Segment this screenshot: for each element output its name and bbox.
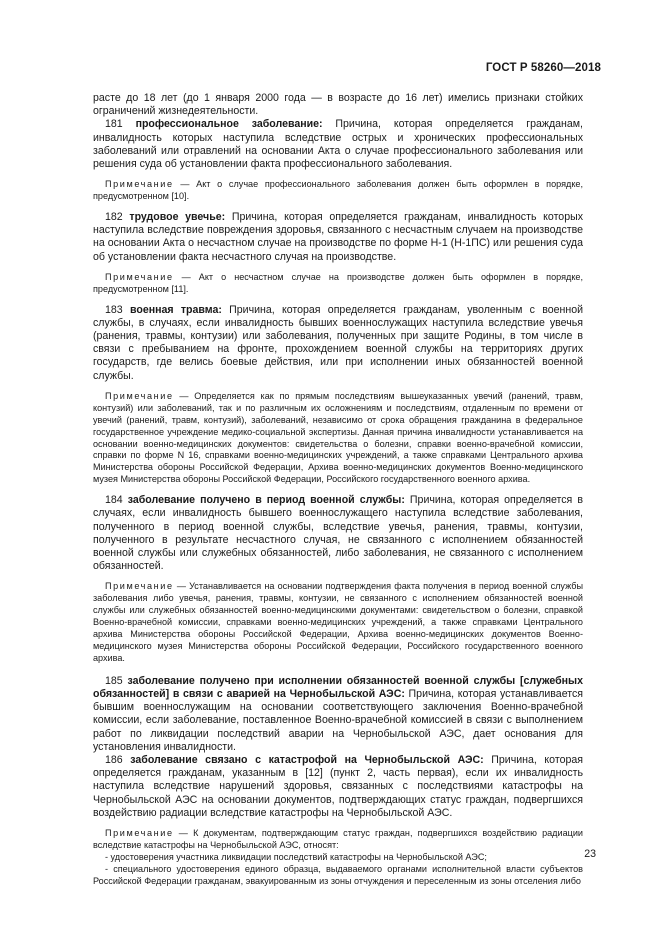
term-definition: Причина, которая устанавливается бывшим военнослужащим на основании соответствующего заключения Военно-врачебной комиссии, если заболевание, поставленное Военно-врачебной комиссией в связи с выполнением работ по ликвидации последствий аварии на Чернобыльской АЭС, дает основания для установления инвалидности. xyxy=(93,687,583,753)
note-text: — Акт о несчастном случае на производстве должен быть оформлен в порядке, предусмотренном [11]. xyxy=(93,271,583,294)
term-item-186 xyxy=(93,754,583,820)
term-definition: Причина, которая определяется гражданам, инвалидность которых наступила вследствие острых и хронических профессиональных заболеваний или отравлений на основании Акта о случае профессионального заболевания или решения суда об установлении факта профессионального заболевания. xyxy=(93,118,584,171)
note-label: Примечание xyxy=(105,581,174,592)
term-number: 185 xyxy=(105,674,123,687)
term-number: 184 xyxy=(105,494,123,507)
term-definition: Причина, которая определяется гражданам, уволенным с военной службы, в случаях, если инвалидность бывших военнослужащих наступила вследствие увечья (ранения, травмы, контузии) или заболевания, полученных при защите Родины, в том числе в связи с пребыванием на фронте, прохождением военной службы на территориях других государств, где велись боевые действия, или при исполнении иных обязанностей военной службы. xyxy=(93,303,584,382)
note-text: — Устанавливается на основании подтверждения факта получения в период военной службы заболевания либо увечья, ранения, травмы, контузии, не связанного с исполнением обязанностей военной службы или служебных обязанностей военно-медицинскими документами: свидетельством о болезни, справкой Военно-врачебной комиссии, справками военно-медицинских учреждений, а также справками Центрального архива Министерства обороны Российской Федерации, Архива военно-медицинских документов Военно-медицинского музея Министерства обороны Российской Федерации, Российского государственного военного архива. xyxy=(93,581,583,663)
document-body xyxy=(93,92,583,887)
term-number: 182 xyxy=(105,211,123,224)
term-number: 183 xyxy=(105,303,123,316)
term-item-181 xyxy=(93,118,583,171)
term-title: заболевание связано с катастрофой на Чернобыльской АЭС: xyxy=(130,753,484,766)
note-label: Примечание xyxy=(105,390,174,401)
term-definition: Причина, которая определяется в случаях, если инвалидность бывшего военнослужащего наступила вследствие заболевания, полученного в период военной службы, вследствие увечья, ранения, травмы, контузии, полученного в результате несчастного случая, не связанного с исполнением обязанностей военной службы или служебных обязанностей, либо заболевания, не связанного с исполнением обязанностей. xyxy=(93,494,583,573)
note-184 xyxy=(93,581,583,664)
note-183 xyxy=(93,391,583,486)
note-label: Примечание xyxy=(105,271,174,282)
document-code-header: ГОСТ Р 58260—2018 xyxy=(485,62,601,74)
note-181 xyxy=(93,179,583,203)
term-item-185 xyxy=(93,675,583,754)
term-item-183 xyxy=(93,304,583,383)
term-item-182 xyxy=(93,211,583,264)
term-number: 186 xyxy=(105,753,123,766)
note-text: — Определяется как по прямым последствиям вышеуказанных увечий (ранений, травм, контузий) или заболеваний, так и по различным их осложнениям и последствиям, отдаленным по времени от увечий (ранений, травм, контузий), заболеваний, независимо от срока обращения гражданина в федеральное государственное учреждение медико-социальной экспертизы. Данная причина инвалидности устанавливается на основании военно-медицинских документов: свидетельства о болезни, справки военно-врачебной комиссии, справки по форме N 16, справками военно-медицинских учреждений, а также справками Центрального архива Министерства обороны Российской Федерации, Архива военно-медицинских документов Военно-медицинского музея Министерства обороны Российской Федерации, Российского государственного военного архива. xyxy=(93,390,583,485)
term-title: трудовое увечье: xyxy=(129,211,226,224)
note-text: — Акт о случае профессионального заболевания должен быть оформлен в порядке, предусмотренном [10]. xyxy=(93,179,583,202)
term-item-184 xyxy=(93,494,583,573)
note-182 xyxy=(93,272,583,296)
note-list-item: - удостоверения участника ликвидации последствий катастрофы на Чернобыльской АЭС; xyxy=(105,851,487,862)
term-number: 181 xyxy=(105,118,123,131)
note-label: Примечание xyxy=(105,179,174,190)
term-title: военная травма: xyxy=(129,303,222,316)
term-title: профессиональное заболевание: xyxy=(135,118,323,131)
paragraph-continuation: расте до 18 лет (до 1 января 2000 года — в возрасте до 16 лет) имелись признаки стойких ограничений жизнедеятельности. xyxy=(93,92,583,118)
note-186 xyxy=(93,828,583,852)
term-definition: Причина, которая определяется гражданам, указанным в [12] (пункт 2, часть первая), если их инвалидность наступила вследствие нарушений здоровья, связанных с последствиями катастрофы на Чернобыльской АЭС на основании документов, подтверждающих статус граждан, подвергшихся воздействию радиации вследствие катастрофы на Чернобыльской АЭС. xyxy=(93,753,583,819)
note-label: Примечание xyxy=(105,827,174,838)
note-text: — К документам, подтверждающим статус граждан, подвергшихся воздействию радиации вследствие катастрофы на Чернобыльской АЭС, относят: xyxy=(93,827,583,850)
note-list-item: - специального удостоверения единого образца, выдаваемого органами исполнительной власти субъектов Российской Федерации гражданам, эвакуированным из зоны отчуждения и переселенным из зоны отселения либо xyxy=(93,863,583,886)
term-definition: Причина, которая определяется гражданам, инвалидность которых наступила вследствие повреждения здоровья, связанного с несчастным случаем на производстве на основании Акта о несчастном случае на производстве по форме Н-1 (Н-1ПС) или решения суда об установлении факта несчастного случая на производстве. xyxy=(93,211,583,263)
term-title: заболевание получено в период военной службы: xyxy=(127,494,405,507)
page-number: 23 xyxy=(584,848,596,860)
term-title: заболевание получено при исполнении обязанностей военной службы [служебных обязанностей] в связи с аварией на Чернобыльской АЭС: xyxy=(93,674,583,700)
